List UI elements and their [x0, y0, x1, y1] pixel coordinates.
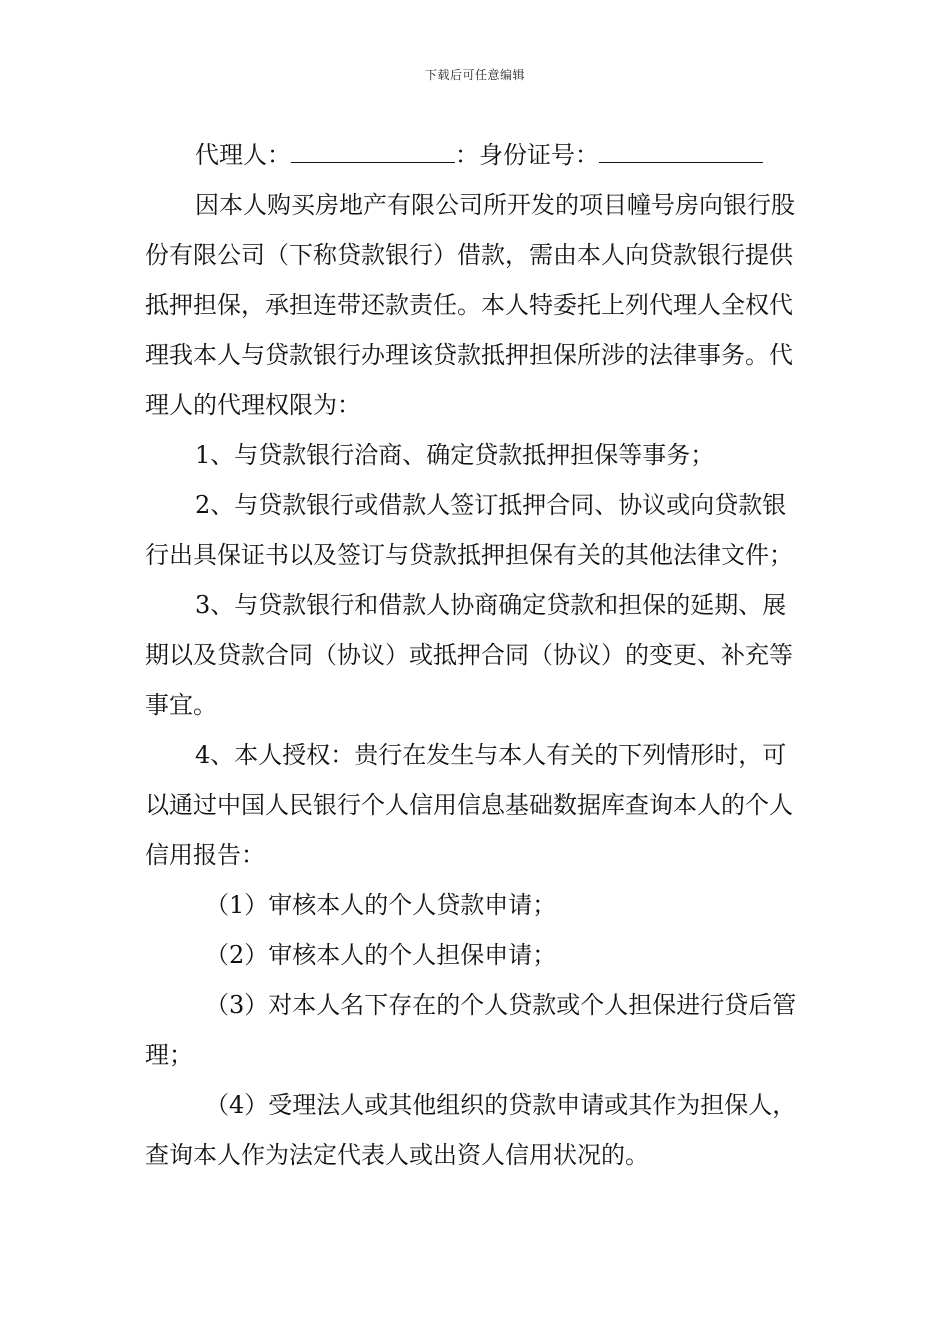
id-number-label: ：身份证号：: [455, 141, 599, 169]
intro-paragraph: 因本人购买房地产有限公司所开发的项目幢号房向银行股份有限公司（下称贷款银行）借款，需由本人向贷款银行提供抵押担保，承担连带还款责任。本人特委托上列代理人全权代理我本人与贷款银行办理该贷款抵押担保所涉的法律事务。代理人的代理权限为：: [145, 191, 795, 419]
page-header: 下载后可任意编辑: [424, 68, 525, 82]
agent-name-blank: [291, 142, 455, 163]
id-number-blank: [599, 142, 763, 163]
sub-item-3: （3）对本人名下存在的个人贷款或个人担保进行贷后管理；: [145, 991, 797, 1069]
sub-item-1: （1）审核本人的个人贷款申请；: [205, 891, 557, 919]
authority-item-2: 2、与贷款银行或借款人签订抵押合同、协议或向贷款银行出具保证书以及签订与贷款抵押担保有关的其他法律文件；: [145, 491, 793, 569]
authority-item-1: 1、与贷款银行洽商、确定贷款抵押担保等事务；: [195, 441, 715, 469]
sub-item-4: （4）受理法人或其他组织的贷款申请或其作为担保人，查询本人作为法定代表人或出资人信用状况的。: [145, 1091, 797, 1169]
sub-item-2: （2）审核本人的个人担保申请；: [205, 941, 557, 969]
authority-item-4: 4、本人授权：贵行在发生与本人有关的下列情形时，可以通过中国人民银行个人信用信息基础数据库查询本人的个人信用报告：: [145, 741, 793, 869]
agent-label: 代理人：: [195, 141, 291, 169]
agent-line: [145, 130, 810, 180]
document-body: [145, 130, 810, 1180]
authority-item-3: 3、与贷款银行和借款人协商确定贷款和担保的延期、展期以及贷款合同（协议）或抵押合同（协议）的变更、补充等事宜。: [145, 591, 793, 719]
